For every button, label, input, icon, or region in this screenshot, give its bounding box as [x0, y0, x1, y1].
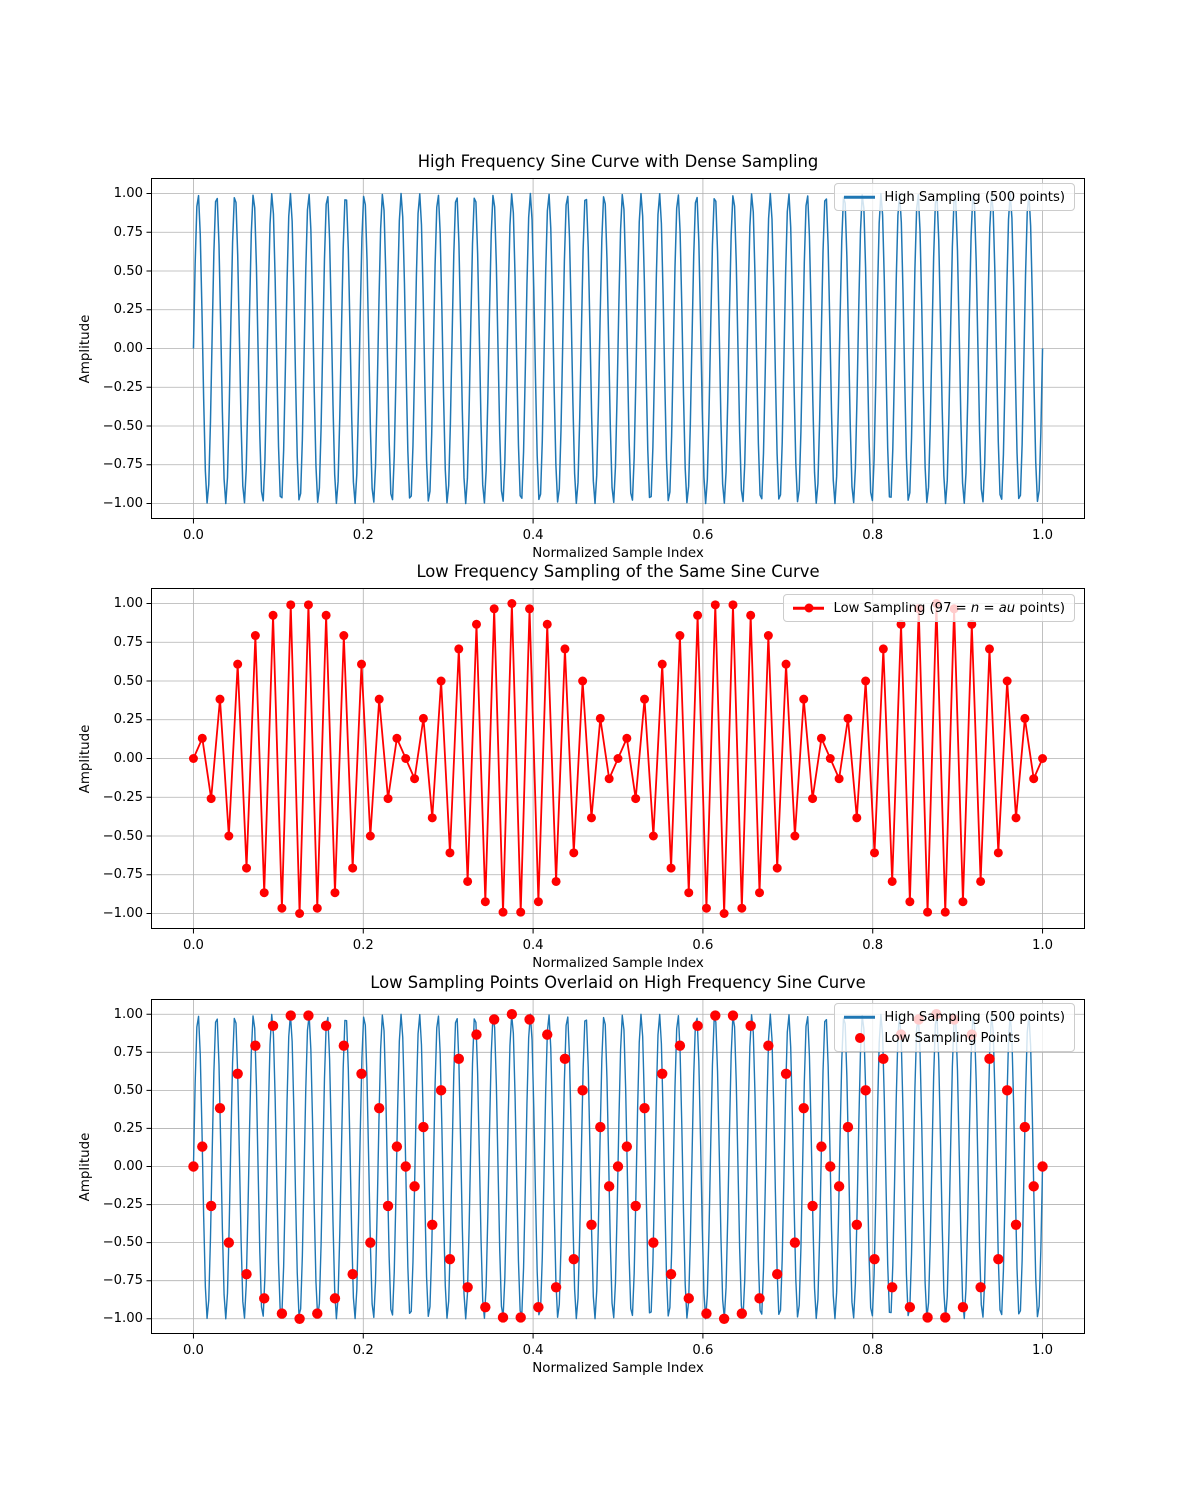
legend-entry [844, 188, 1065, 206]
y-tick-label: −0.75 [102, 867, 143, 883]
y-tick-label: 0.75 [113, 224, 143, 240]
legend-label: High Sampling (500 points) [884, 1009, 1065, 1025]
subplot-2-xlabel: Normalized Sample Index [532, 956, 704, 971]
legend-line-marker-sample-icon [793, 601, 824, 615]
y-tick-label: 0.75 [113, 1044, 143, 1060]
y-tick-label: −0.25 [102, 1197, 143, 1213]
x-tick-label: 0.0 [182, 1343, 204, 1358]
subplot-3-legend [834, 1003, 1075, 1052]
y-tick-label: −0.50 [102, 828, 143, 844]
x-tick-label: 0.2 [352, 1343, 374, 1358]
y-tick-label: 1.00 [113, 596, 143, 611]
x-tick-label: 1.0 [1032, 1343, 1054, 1358]
legend-dot-sample-icon [844, 1031, 875, 1045]
x-tick-label: 0.8 [862, 938, 884, 953]
subplot-3-title: Low Sampling Points Overlaid on High Frequency Sine Curve [370, 973, 866, 992]
x-tick-label: 0.8 [862, 1343, 884, 1358]
subplot-1-legend [834, 183, 1075, 211]
legend-line-sample-icon [844, 190, 875, 204]
y-tick-label: 0.25 [113, 1120, 143, 1136]
y-tick-label: −0.75 [102, 1273, 143, 1289]
x-tick-label: 1.0 [1032, 528, 1054, 543]
y-tick-label: 0.25 [113, 712, 143, 728]
subplot-1-ylabel: Amplitude [78, 314, 93, 383]
y-tick-label: −0.25 [102, 789, 143, 805]
y-tick-label: −0.50 [102, 1235, 143, 1251]
subplot-1-title: High Frequency Sine Curve with Dense Sampling [417, 152, 819, 171]
subplot-2-ylabel: Amplitude [78, 724, 93, 793]
legend-label: Low Sampling (97 = n = au points) [833, 600, 1065, 616]
y-tick-label: −0.50 [102, 418, 143, 434]
y-tick-label: 0.25 [113, 302, 143, 318]
legend-label: High Sampling (500 points) [884, 189, 1065, 205]
x-tick-label: 0.6 [692, 1343, 714, 1358]
subplot-3-xlabel: Normalized Sample Index [532, 1361, 704, 1376]
subplot-1-xlabel: Normalized Sample Index [532, 546, 704, 561]
y-tick-label: 0.50 [113, 673, 143, 689]
subplot-2-title: Low Frequency Sampling of the Same Sine Curve [416, 562, 820, 581]
legend-line-sample-icon [844, 1010, 875, 1024]
y-tick-label: −0.75 [102, 457, 143, 473]
y-tick-label: −1.00 [102, 1311, 143, 1327]
y-tick-label: 0.00 [113, 1159, 143, 1174]
subplot-2-legend [783, 594, 1075, 622]
x-tick-label: 0.6 [692, 938, 714, 953]
x-tick-label: 0.2 [352, 528, 374, 543]
legend-entry [844, 1029, 1065, 1047]
y-tick-label: 0.50 [113, 263, 143, 279]
x-tick-label: 0.6 [692, 528, 714, 543]
y-tick-label: 0.75 [113, 634, 143, 650]
x-tick-label: 0.4 [522, 1343, 544, 1358]
x-tick-label: 0.2 [352, 938, 374, 953]
x-tick-label: 0.4 [522, 938, 544, 953]
y-tick-label: −1.00 [102, 496, 143, 511]
y-tick-label: −0.25 [102, 379, 143, 395]
legend-label: Low Sampling Points [884, 1030, 1021, 1046]
x-tick-label: 0.0 [182, 528, 204, 543]
x-tick-label: 1.0 [1032, 938, 1054, 953]
x-tick-label: 0.0 [182, 938, 204, 953]
y-tick-label: 1.00 [113, 1006, 143, 1022]
y-tick-label: 0.50 [113, 1082, 143, 1098]
legend-entry [844, 1008, 1065, 1026]
y-tick-label: 0.00 [113, 751, 143, 766]
y-tick-label: 1.00 [113, 186, 143, 201]
subplot-3-ylabel: Amplitude [78, 1132, 93, 1201]
legend-entry [793, 599, 1065, 617]
x-tick-label: 0.8 [862, 528, 884, 543]
y-tick-label: −1.00 [102, 906, 143, 921]
x-tick-label: 0.4 [522, 528, 544, 543]
y-tick-label: 0.00 [113, 341, 143, 356]
